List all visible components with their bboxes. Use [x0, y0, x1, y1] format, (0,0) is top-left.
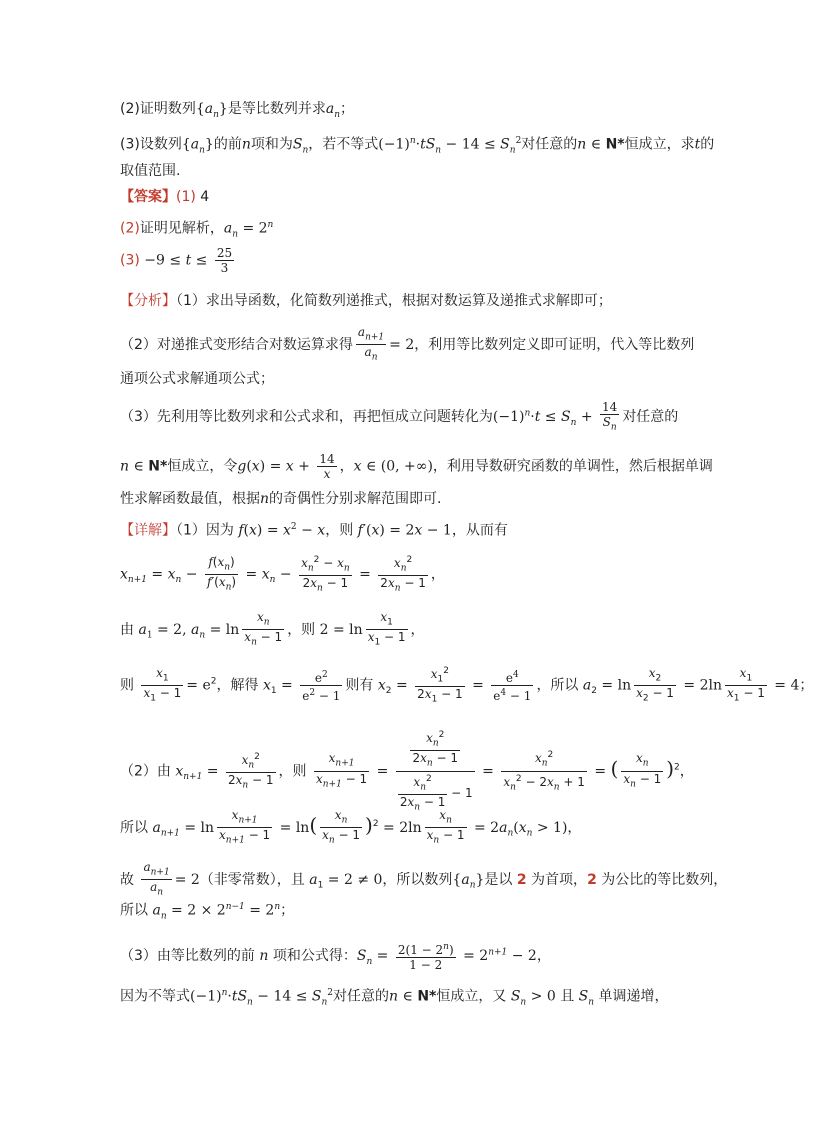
detail-ineq: 因为不等式$(-1)^n\cdot tS_n - 14 \le S_n^2$对任意的n ∈ N*恒成立，又 $S_n > 0$ 且 $S_n$ 单调递增， — [120, 988, 669, 1008]
analysis-2a: （2）对递推式变形结合对数运算求得 $\frac{a_{n+1}}{a_n}$ = 2，利用等比数列定义即可证明，代入等比数列 — [120, 325, 695, 363]
analysis-3b: n ∈ N*恒成立，令g(x) = x + $\frac{14}{x}$ ，x ∈ (0, +∞)，利用导数研究函数的单调性，然后根据单调 — [120, 452, 713, 481]
question-2: (2)证明数列$\{a_n\}$是等比数列并求$a_n$； — [120, 101, 354, 120]
detail-label: 【详解】（1）因为 $f(x) = x^2 - x$，则 f′(x) = 2x − 1，从而有 — [120, 522, 508, 539]
detail-an: 所以 $a_n = 2 \times 2^{n-1} = 2^n$； — [120, 902, 295, 922]
question-3: (3)设数列$\{a_n\}$的前n项和为$S_n$，若不等式$(-1)^n\cdot tS_n - 14 \le S_n^2$对任意的n ∈ N*恒成立，求t的 — [120, 136, 715, 156]
detail-a1: 由 $a_1 = 2$, $a_n = \ln$ $\frac{x_n}{x_n - 1}$ ，则 2 = ln $\frac{x_1}{x_1 - 1}$ ， — [120, 610, 425, 648]
question-3-cont: 取值范围. — [120, 163, 181, 179]
detail-part2: （2）由 $x_{n+1}$ = $\frac{x_n^2}{2x_n - 1}$ ，则 $\frac{x_{n+1}}{x_{n+1} - 1}$ = $\frac{x_n^2}{2x_n - 1}$ $\frac{x_n^2}{2x_n - 1}$ − 1 = $\frac{x_n^2}{x_n^2 - 2x_n + 1}$ = ( $\frac{x_n}{x_n - 1}$ )$^2$， — [120, 730, 694, 813]
analysis-2b: 通项公式求解通项公式； — [120, 371, 274, 387]
analysis-3a: （3）先利用等比数列求和公式求和，再把恒成立问题转化为$(-1)^n\cdot t \le S_n$ + $\frac{14}{S_n}$ 对任意的 — [120, 400, 679, 433]
analysis-3c: 性求解函数最值，根据n的奇偶性分别求解范围即可. — [120, 491, 442, 507]
answer-2: (2)证明见解析，$a_n = 2^n$ — [120, 220, 274, 240]
answer-label: 【答案】(1) 4 — [120, 189, 210, 205]
detail-x1: 则 $\frac{x_1}{x_1 - 1}$ = $e^2$，解得 $x_1$ = $\frac{e^2}{e^2 - 1}$ 则有 $x_2$ = $\frac{x_1^2}{2x_1 - 1}$ = $\frac{e^4}{e^4 - 1}$ ，所以 $a_2 = \ln$ $\frac{x_2}{x_2 - 1}$ = 2ln $\frac{x_1}{x_1 - 1}$ = 4； — [120, 665, 813, 705]
detail-part3: （3）由等比数列的前 n 项和公式得：$S_n$ = $\frac{2(1 - 2^n)}{1 - 2}$ = $2^{n+1} - 2$， — [120, 942, 551, 972]
detail-newton: $x_{n+1} = x_n$ − $\frac{f(x_n)}{f'(x_n)}$ = $x_n$ − $\frac{x_n^2 - x_n}{2x_n - 1}$ = $\frac{x_n^2}{2x_n - 1}$ ， — [120, 554, 445, 594]
answer-3: (3) −9 ≤ t ≤ $\frac{25}{3}$ — [120, 246, 233, 275]
analysis-label: 【分析】（1）求出导函数，化简数列递推式，根据对数运算及递推式求解即可； — [120, 293, 612, 309]
detail-an1: 所以 $a_{n+1} = \ln$ $\frac{x_{n+1}}{x_{n+1} - 1}$ = ln( $\frac{x_n}{x_n - 1}$ )$^2$ = 2ln $\frac{x_n}{x_n - 1}$ = $2a_n(x_n > 1)$， — [120, 808, 582, 846]
detail-ratio: 故 $\frac{a_{n+1}}{a_n}$ = 2（非零常数），且 $a_1 = 2 \ne 0$，所以数列$\{a_n\}$是以 2 为首项，2 为公比的等比数列， — [120, 860, 728, 898]
